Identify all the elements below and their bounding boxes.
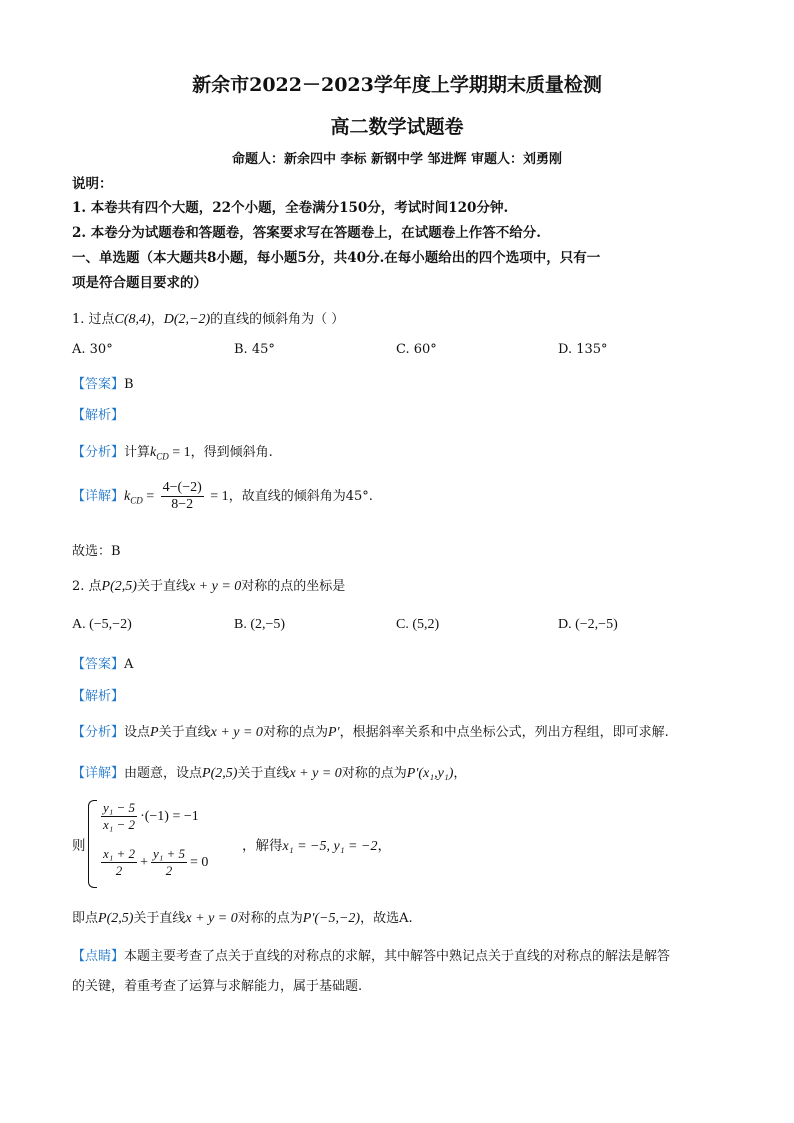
q1-choice: 故选：B xyxy=(72,544,121,559)
q2-stem: 2. 点P(2,5)关于直线x + y = 0对称的点的坐标是 xyxy=(72,579,346,594)
instruction-item-1: 1. 本卷共有四个大题，22个小题，全卷满分150分，考试时间120分钟. xyxy=(72,200,509,216)
exam-title: 新余市2022－2023学年度上学期期末质量检测 xyxy=(192,74,602,96)
q2-conclusion: 即点P(2,5)关于直线x + y = 0对称的点为P′(−5,−2)，故选A. xyxy=(72,911,413,926)
q2-detail: 【详解】由题意，设点P(2,5)关于直线x + y = 0对称的点为P′(x₁,y₁)， xyxy=(72,766,467,781)
q1-stem: 1. 过点C(8,4)，D(2,−2)的直线的倾斜角为（ ） xyxy=(72,312,345,327)
instructions-label: 说明： xyxy=(72,176,113,192)
q1-option-d: D. 135° xyxy=(558,342,608,357)
q1-fenxi: 【分析】计算$k_{CD} = 1$，得到倾斜角. xyxy=(72,445,273,462)
q1-option-a: A. 30° xyxy=(72,342,113,357)
exam-authors: 命题人：新余四中 李标 新钢中学 邹进辉 审题人：刘勇刚 xyxy=(231,152,563,167)
q2-option-b: B. (2,−5) xyxy=(234,617,286,632)
q1-analysis-tag: 【解析】 xyxy=(72,408,125,423)
q2-dianjing-line-2: 的关键，着重考查了运算与求解能力，属于基础题. xyxy=(72,979,363,994)
answer-tag: 【答案】 xyxy=(72,377,125,392)
system-brace xyxy=(88,800,97,888)
q2-answer: 【答案】A xyxy=(72,657,134,672)
q1-fraction: $\frac{4-(-2)}{8-2}$ xyxy=(162,480,202,512)
q2-option-a: A. (−5,−2) xyxy=(72,617,132,632)
q2-fenxi: 【分析】设点P关于直线x + y = 0对称的点为P′，根据斜率关系和中点坐标公式，列出方程组，即可求解. xyxy=(72,725,669,740)
q1-point-c: C(8,4) xyxy=(114,312,151,327)
q1-option-c: C. 60° xyxy=(396,342,437,357)
instruction-item-2: 2. 本卷分为试题卷和答题卷，答案要求写在答题卷上，在试题卷上作答不给分. xyxy=(72,225,541,241)
section-heading-line-1: 一、单选题（本大题共8小题，每小题5分，共40分.在每小题给出的四个选项中，只有一 xyxy=(72,250,601,266)
q1-answer: 【答案】B xyxy=(72,377,134,392)
system-eq-2: $\frac{\text{x₁ + 2}}{2}$ + $\frac{\text{y₁ + 5}}{2}$ = 0 xyxy=(103,846,209,878)
q2-option-c: C. (5,2) xyxy=(396,617,440,632)
exam-subtitle: 高二数学试题卷 xyxy=(330,116,464,138)
q2-dianjing-line-1: 【点睛】本题主要考查了点关于直线的对称点的求解，其中解答中熟记点关于直线的对称点的解法是解答 xyxy=(72,949,671,964)
system-solution: ，解得x₁ = −5, y₁ = −2， xyxy=(242,838,391,854)
system-eq-1: $\frac{\text{y₁ − 5}}{\text{x₁ − 2}}$ ·(−1) = −1 xyxy=(103,800,199,832)
q2-option-d: D. (−2,−5) xyxy=(558,617,618,632)
q2-analysis-tag: 【解析】 xyxy=(72,689,125,704)
exam-page: 新余市2022－2023学年度上学期期末质量检测 高二数学试题卷 命题人：新余四中 李标 新钢中学 邹进辉 审题人：刘勇刚 说明： 1. 本卷共有四个大题，22个小题，全卷满分150分，考试时间120分钟. 2. 本卷分为试题卷和答题卷，答案要求写在答题卷上，在试题卷上作答不给分. 一、单选题（本大题共8小题，每小题5分，共40分.在每小题给出的四个选项中，只有一 项是符合题目要求的） 1. 过点C(8,4)，D(2,−2)的直线的倾斜角为（ ） A. 30° B. 45° C. 60° D. 135° 【答案】B 【解析】 【分析】计算$k_{CD} = 1$，得到倾斜角. 【详解】$k_{CD}$ = $\frac{4-(-2)}{8-2}$ = 1，故直线的倾斜角为45°. 故选：B 2. 点P(2,5)关于直线x + y = 0对称的点的坐标是 A. (−5,−2) B. (2,−5) C. (5,2) D. (−2,−5) 【答案】A 【解析】 【分析】设点P关于直线x + y = 0对称的点为P′，根据斜率关系和中点坐标公式，列出方程组，即可求解. 【详解】由题意，设点P(2,5)关于直线x + y = 0对称的点为P′(x₁,y₁)， 则 $\frac{\text{y₁ − 5}}{\text{x₁ − 2}}$ ·(−1) = −1 $\frac{\text{x₁ + 2}}{2}$ + $\frac{\text{y₁ + 5}}{2}$ = 0 ，解得x₁ = −5, y₁ = −2， 即点P(2,5)关于直线x + y = 0对称的点为P′(−5,−2)，故选A. 【点睛】本题主要考查了点关于直线的对称点的求解，其中解答中熟记点关于直线的对称点的解法是解答 的关键，着重考查了运算与求解能力，属于基础题. xyxy=(0,0,794,1123)
q1-detail: 【详解】$k_{CD}$ = $\frac{4-(-2)}{8-2}$ = 1，故直线的倾斜角为45°. xyxy=(72,480,373,512)
q1-point-d: D(2,−2) xyxy=(163,312,211,327)
section-heading-line-2: 项是符合题目要求的） xyxy=(72,275,207,291)
q1-option-b: B. 45° xyxy=(234,342,275,357)
